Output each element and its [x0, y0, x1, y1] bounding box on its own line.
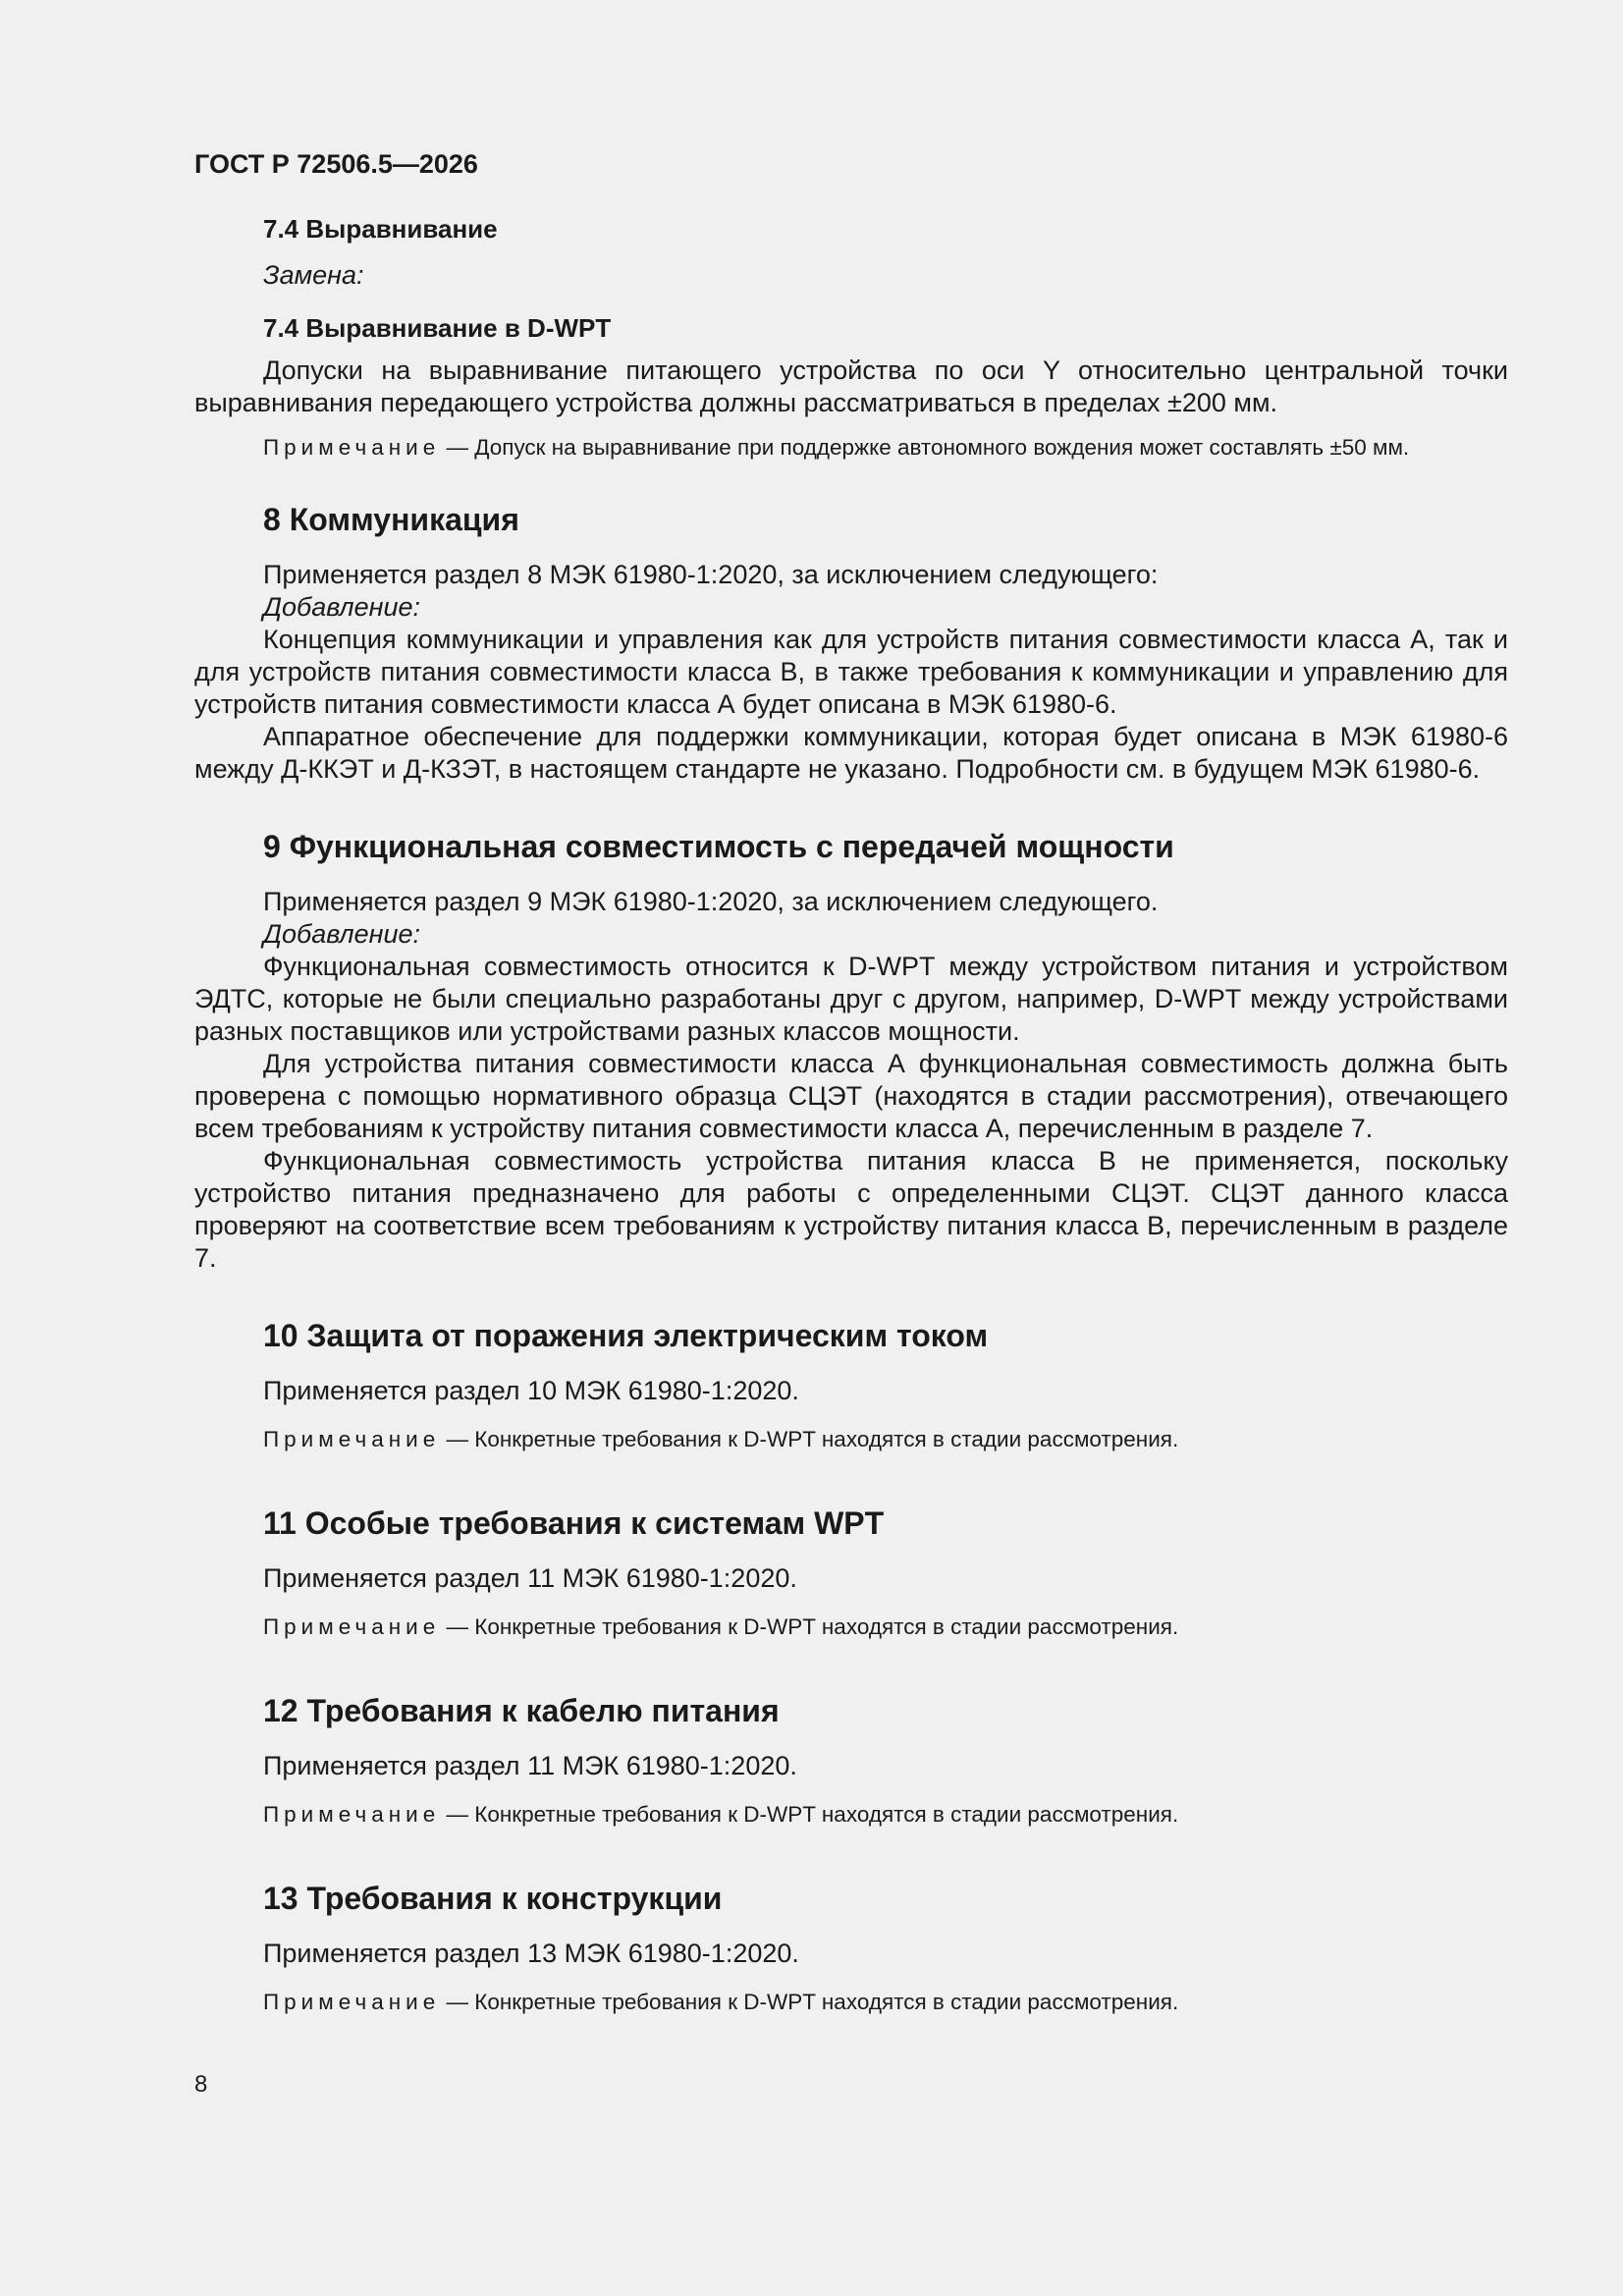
section-intro: Применяется раздел 11 МЭК 61980-1:2020. — [263, 1751, 797, 1780]
section-title: 8 Коммуникация — [263, 502, 519, 537]
subsection-heading: 7.4 Выравнивание — [263, 214, 498, 244]
note-label: Примечание — [263, 1427, 441, 1451]
section-7-4 — [194, 210, 1508, 463]
section-title: 9 Функциональная совместимость с передачей мощности — [263, 829, 1174, 864]
paragraph: Аппаратное обеспечение для поддержки коммуникации, которая будет описана в МЭК 61980-6 между Д-ККЭТ и Д-КЗЭТ, в настоящем стандарте не указано. Подробности см. в будущем МЭК 61980-6. — [194, 722, 1508, 784]
section-11 — [194, 1502, 1508, 1642]
section-intro: Применяется раздел 10 МЭК 61980-1:2020. — [263, 1376, 799, 1405]
note-label: Примечание — [263, 1614, 441, 1639]
note-text: — Конкретные требования к D-WPT находятся в стадии рассмотрения. — [446, 1802, 1179, 1827]
section-intro: Применяется раздел 9 МЭК 61980-1:2020, за исключением следующего. — [263, 887, 1159, 916]
section-9 — [194, 825, 1508, 1275]
section-13 — [194, 1877, 1508, 2017]
note-label: Примечание — [263, 1990, 441, 2014]
section-intro: Применяется раздел 11 МЭК 61980-1:2020. — [263, 1563, 797, 1593]
section-10 — [194, 1314, 1508, 1454]
section-12 — [194, 1689, 1508, 1830]
paragraph: Функциональная совместимость устройства питания класса В не применяется, поскольку устройство питания предназначено для работы с определенными СЦЭТ. СЦЭТ данного класса проверяют на соответствие всем требованиям к устройству питания класса В, перечисленным в разделе 7. — [194, 1146, 1508, 1273]
section-title: 12 Требования к кабелю питания — [263, 1693, 780, 1728]
note — [194, 433, 1508, 463]
note-text: — Конкретные требования к D-WPT находятся в стадии рассмотрения. — [446, 1427, 1179, 1451]
section-title: 11 Особые требования к системам WPT — [263, 1505, 885, 1541]
section-title: 13 Требования к конструкции — [263, 1881, 723, 1916]
replace-label: Замена: — [263, 260, 364, 290]
addition-label: Добавление: — [263, 592, 421, 622]
running-title: ГОСТ Р 72506.5—2026 — [194, 149, 478, 179]
note — [194, 1988, 1508, 2017]
note-label: Примечание — [263, 1802, 441, 1827]
note — [194, 1613, 1508, 1642]
note — [194, 1800, 1508, 1830]
section-8 — [194, 498, 1508, 786]
section-title: 10 Защита от поражения электрическим током — [263, 1318, 989, 1353]
paragraph: Концепция коммуникации и управления как для устройств питания совместимости класса А, так и для устройств питания совместимости класса В, в также требования к коммуникации и управлению для устройств питания совместимости класса А будет описана в МЭК 61980-6. — [194, 625, 1508, 719]
paragraph: Функциональная совместимость относится к D-WPT между устройством питания и устройством ЭДТС, которые не были специально разработаны друг с другом, например, D-WPT между устройствами разных поставщиков или устройствами разных классов мощности. — [194, 952, 1508, 1046]
note-text: — Конкретные требования к D-WPT находятся в стадии рассмотрения. — [446, 1614, 1179, 1639]
addition-label: Добавление: — [263, 919, 421, 949]
document-page — [194, 145, 1508, 2017]
paragraph: Допуски на выравнивание питающего устройства по оси Y относительно центральной точки выравнивания передающего устройства должны рассматриваться в пределах ±200 мм. — [194, 355, 1508, 417]
section-intro: Применяется раздел 13 МЭК 61980-1:2020. — [263, 1939, 799, 1968]
section-intro: Применяется раздел 8 МЭК 61980-1:2020, за исключением следующего: — [263, 560, 1159, 589]
paragraph: Для устройства питания совместимости класса А функциональная совместимость должна быть проверена с помощью нормативного образца СЦЭТ (находятся в стадии рассмотрения), отвечающего всем требованиям к устройству питания совместимости класса А, перечисленным в разделе 7. — [194, 1049, 1508, 1143]
subsection-new-heading: 7.4 Выравнивание в D-WPT — [263, 313, 612, 343]
note-label: Примечание — [263, 435, 441, 460]
note — [194, 1425, 1508, 1454]
note-text: — Допуск на выравнивание при поддержке автономного вождения может составлять ±50 мм. — [446, 435, 1410, 460]
page-number: 8 — [194, 2071, 208, 2098]
note-text: — Конкретные требования к D-WPT находятся в стадии рассмотрения. — [446, 1990, 1179, 2014]
